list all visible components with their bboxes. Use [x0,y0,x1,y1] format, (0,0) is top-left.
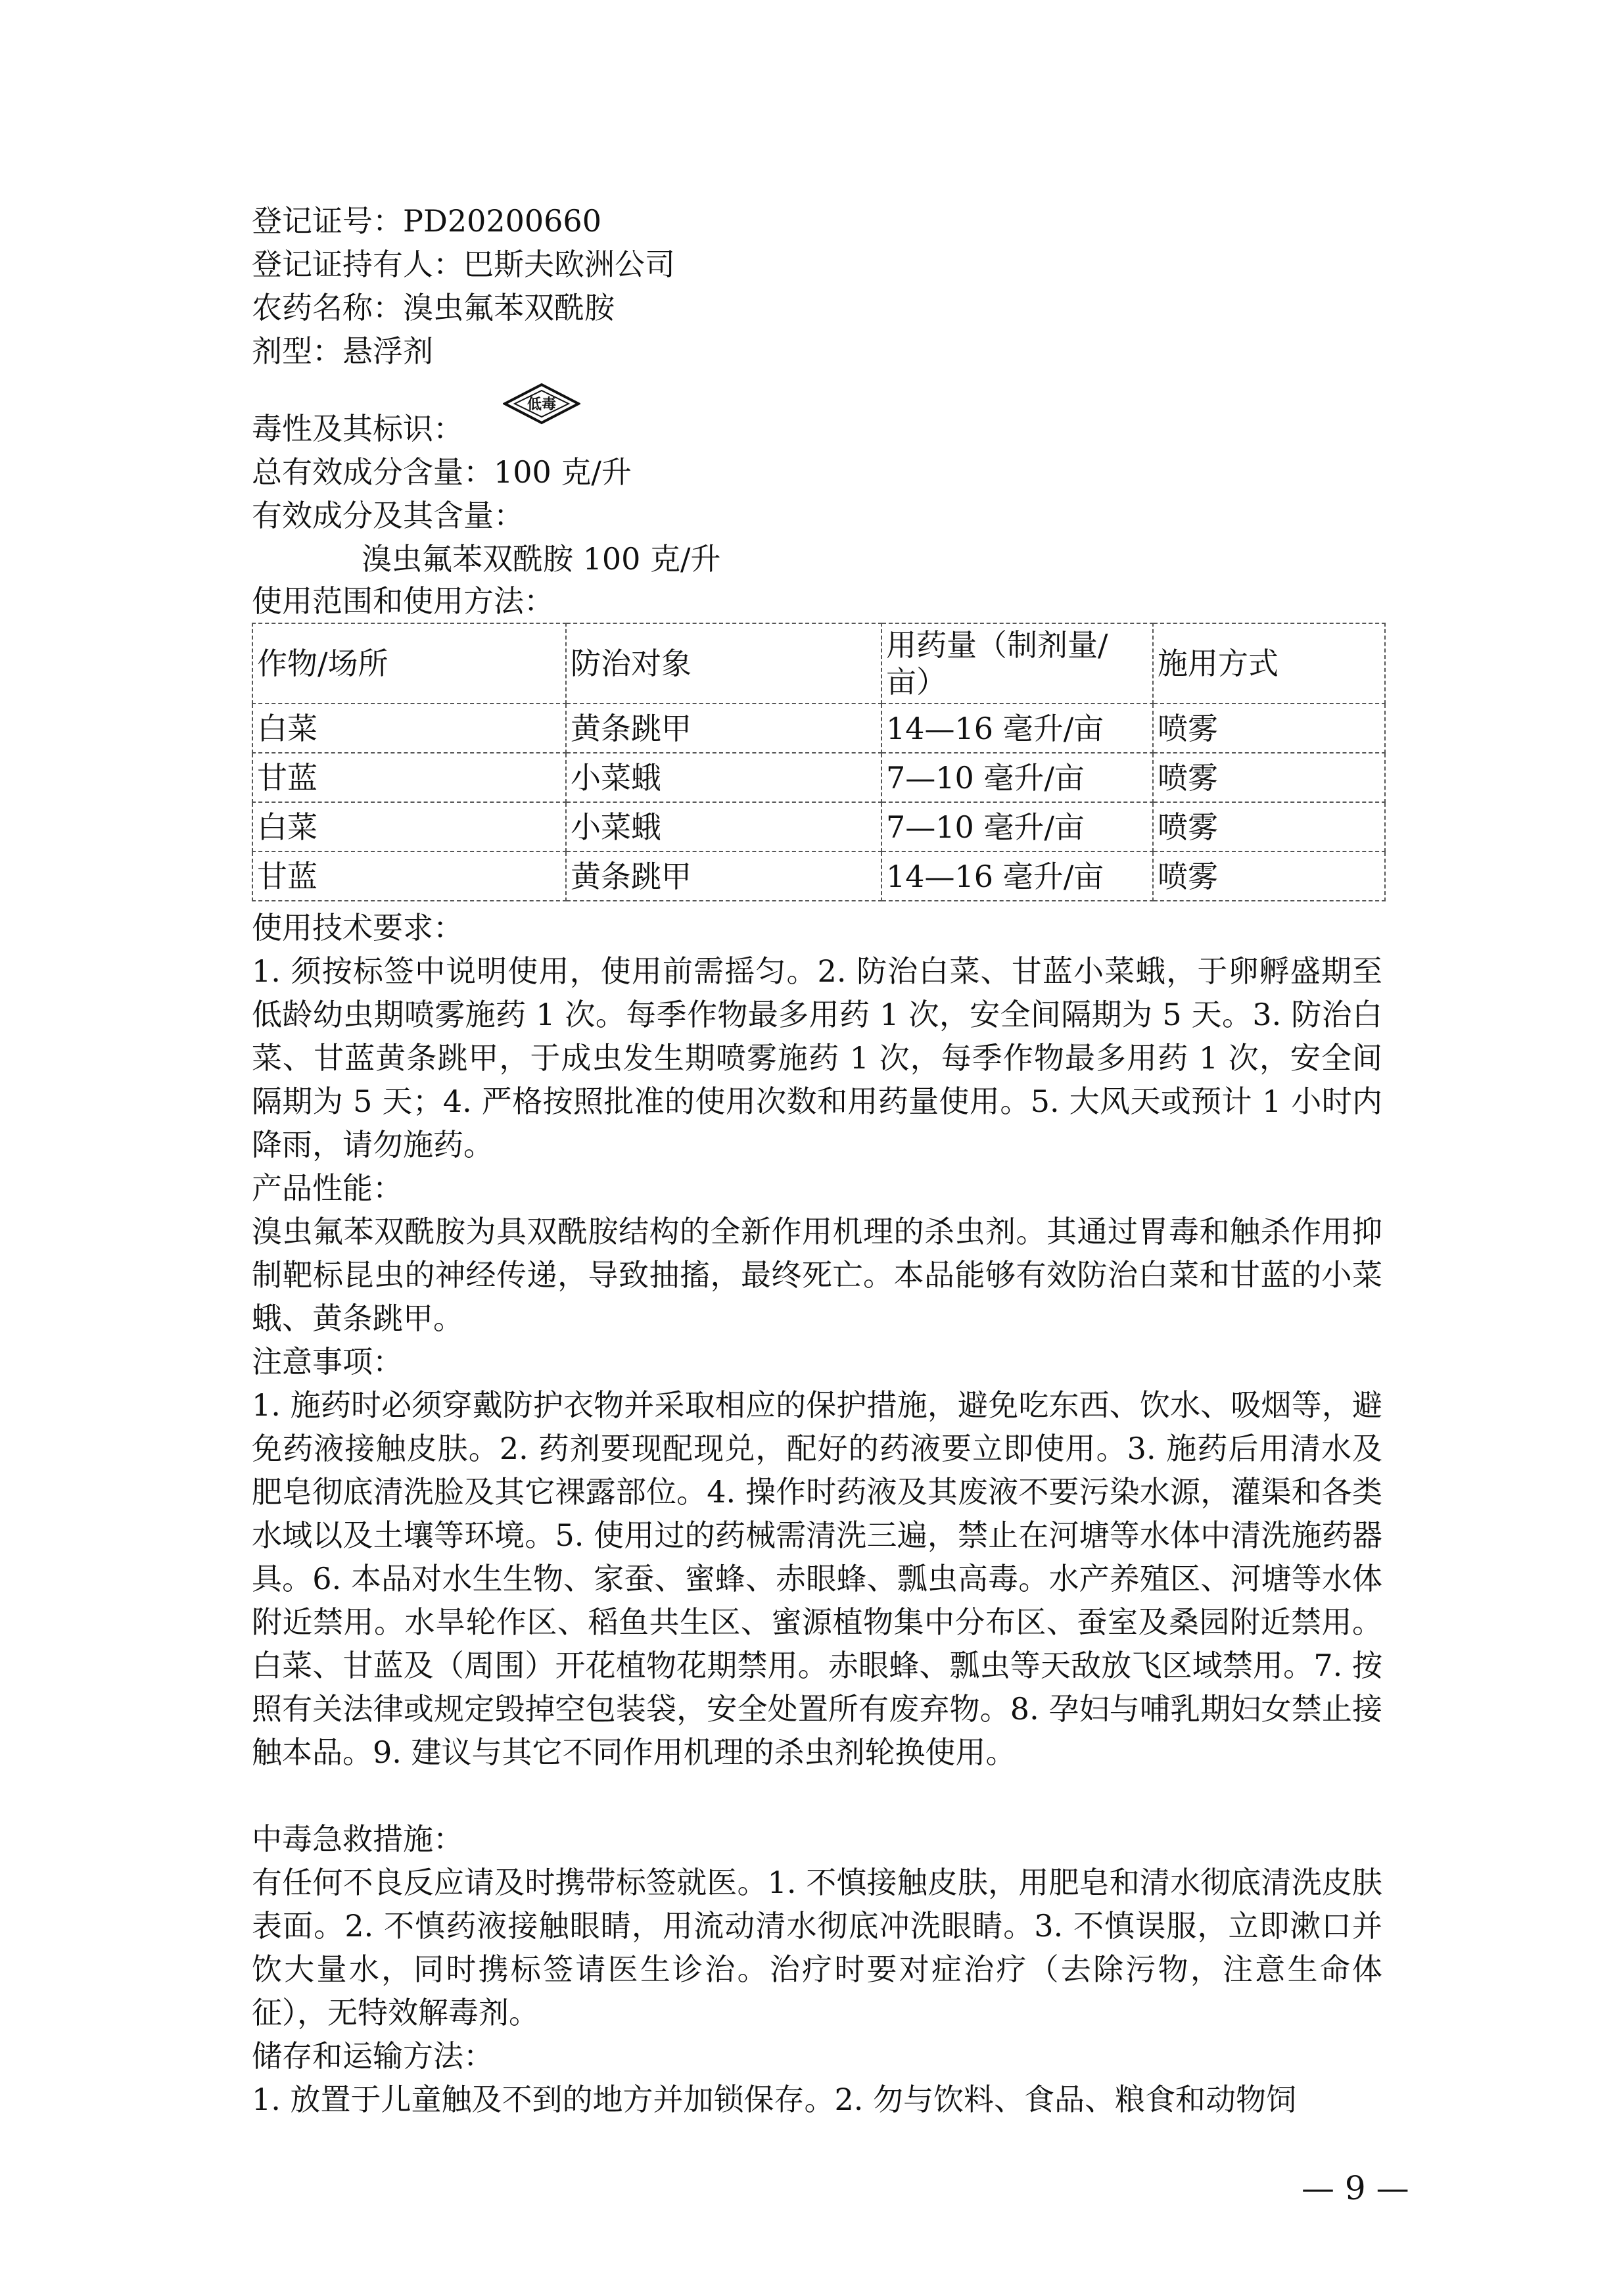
total-content: 总有效成分含量：100 克/升 [252,454,632,490]
cell-method: 喷雾 [1153,851,1385,901]
precautions-title: 注意事项： [252,1344,403,1379]
performance-body: 溴虫氟苯双酰胺为具双酰胺结构的全新作用机理的杀虫剂。其通过胃毒和触杀作用抑制靶标昆虫的神经传递，导致抽搐，最终死亡。本品能够有效防治白菜和甘蓝的小菜蛾、黄条跳甲。 [252,1214,1382,1336]
cell-target: 黄条跳甲 [566,851,881,901]
cell-crop: 白菜 [252,704,566,753]
low-toxicity-badge-icon [503,383,580,425]
cell-dosage: 14—16 毫升/亩 [881,704,1153,753]
ingredients-label: 有效成分及其含量： [252,498,524,533]
performance-title: 产品性能： [252,1170,403,1206]
precautions-body: 1. 施药时必须穿戴防护衣物并采取相应的保护措施，避免吃东西、饮水、吸烟等，避免药液接触皮肤。2. 药剂要现配现兑，配好的药液要立即使用。3. 施药后用清水及肥皂彻底清洗脸及其它裸露部位。4. 操作时药液及其废液不要污染水源，灌渠和各类水域以及土壤等环境。5. 使用过的药械需清洗三遍，禁止在河塘等水体中清洗施药器具。6. 本品对水生生物、家蚕、蜜蜂、赤眼蜂、瓢虫高毒。水产养殖区、河塘等水体附近禁用。水旱轮作区、稻鱼共生区、蜜源植物集中分布区、蚕室及桑园附近禁用。白菜、甘蓝及（周围）开花植物花期禁用。赤眼蜂、瓢虫等天敌放飞区域禁用。7. 按照有关法律或规定毁掉空包装袋，安全处置所有废弃物。8. 孕妇与哺乳期妇女禁止接触本品。9. 建议与其它不同作用机理的杀虫剂轮换使用。 [252,1387,1382,1770]
table-row [252,704,1385,753]
storage-body: 1. 放置于儿童触及不到的地方并加锁保存。2. 勿与饮料、食品、粮食和动物饲 [252,2082,1297,2117]
storage-title: 储存和运输方法： [252,2038,494,2074]
formulation-type: 剂型：悬浮剂 [252,333,433,369]
usage-label: 使用范围和使用方法： [252,583,554,619]
cell-target: 小菜蛾 [566,802,881,851]
tech-requirements-body: 1. 须按标签中说明使用，使用前需摇匀。2. 防治白菜、甘蓝小菜蛾，于卵孵盛期至低龄幼虫期喷雾施药 1 次。每季作物最多用药 1 次，安全间隔期为 5 天。3. 防治白菜、甘蓝黄条跳甲，于成虫发生期喷雾施药 1 次，每季作物最多用药 1 次，安全间隔期为 5 天；4. 严格按照批准的使用次数和用药量使用。5. 大风天或预计 1 小时内降雨，请勿施药。 [252,953,1382,1162]
cell-dosage: 14—16 毫升/亩 [881,851,1153,901]
first-aid-body: 有任何不良反应请及时携带标签就医。1. 不慎接触皮肤，用肥皂和清水彻底清洗皮肤表面。2. 不慎药液接触眼睛，用流动清水彻底冲洗眼睛。3. 不慎误服，立即漱口并饮大量水，同时携标签请医生诊治。治疗时要对症治疗（去除污物，注意生命体征），无特效解毒剂。 [252,1865,1382,2030]
cell-method: 喷雾 [1153,802,1385,851]
low-toxicity-badge-text: 低毒 [527,396,557,413]
cell-crop: 甘蓝 [252,753,566,802]
cell-target: 小菜蛾 [566,753,881,802]
table-row [252,802,1385,851]
header-target: 防治对象 [566,623,881,704]
cell-crop: 甘蓝 [252,851,566,901]
header-dosage: 用药量（制剂量/亩） [881,623,1153,704]
cell-crop: 白菜 [252,802,566,851]
cell-method: 喷雾 [1153,753,1385,802]
cell-dosage: 7—10 毫升/亩 [881,753,1153,802]
page-number: — 9 — [1302,2169,1409,2207]
first-aid-title: 中毒急救措施： [252,1821,463,1857]
registration-holder: 登记证持有人：巴斯夫欧洲公司 [252,247,675,282]
registration-number: 登记证号：PD20200660 [252,203,601,239]
cell-dosage: 7—10 毫升/亩 [881,802,1153,851]
pesticide-name: 农药名称：溴虫氟苯双酰胺 [252,290,615,325]
toxicity-label: 毒性及其标识： [252,411,463,446]
cell-target: 黄条跳甲 [566,704,881,753]
table-row [252,753,1385,802]
usage-table [252,623,1386,901]
table-row [252,851,1385,901]
table-header-row [252,623,1385,704]
cell-method: 喷雾 [1153,704,1385,753]
header-crop: 作物/场所 [252,623,566,704]
ingredient-line: 溴虫氟苯双酰胺 100 克/升 [362,541,721,577]
tech-requirements-title: 使用技术要求： [252,910,463,945]
header-method: 施用方式 [1153,623,1385,704]
